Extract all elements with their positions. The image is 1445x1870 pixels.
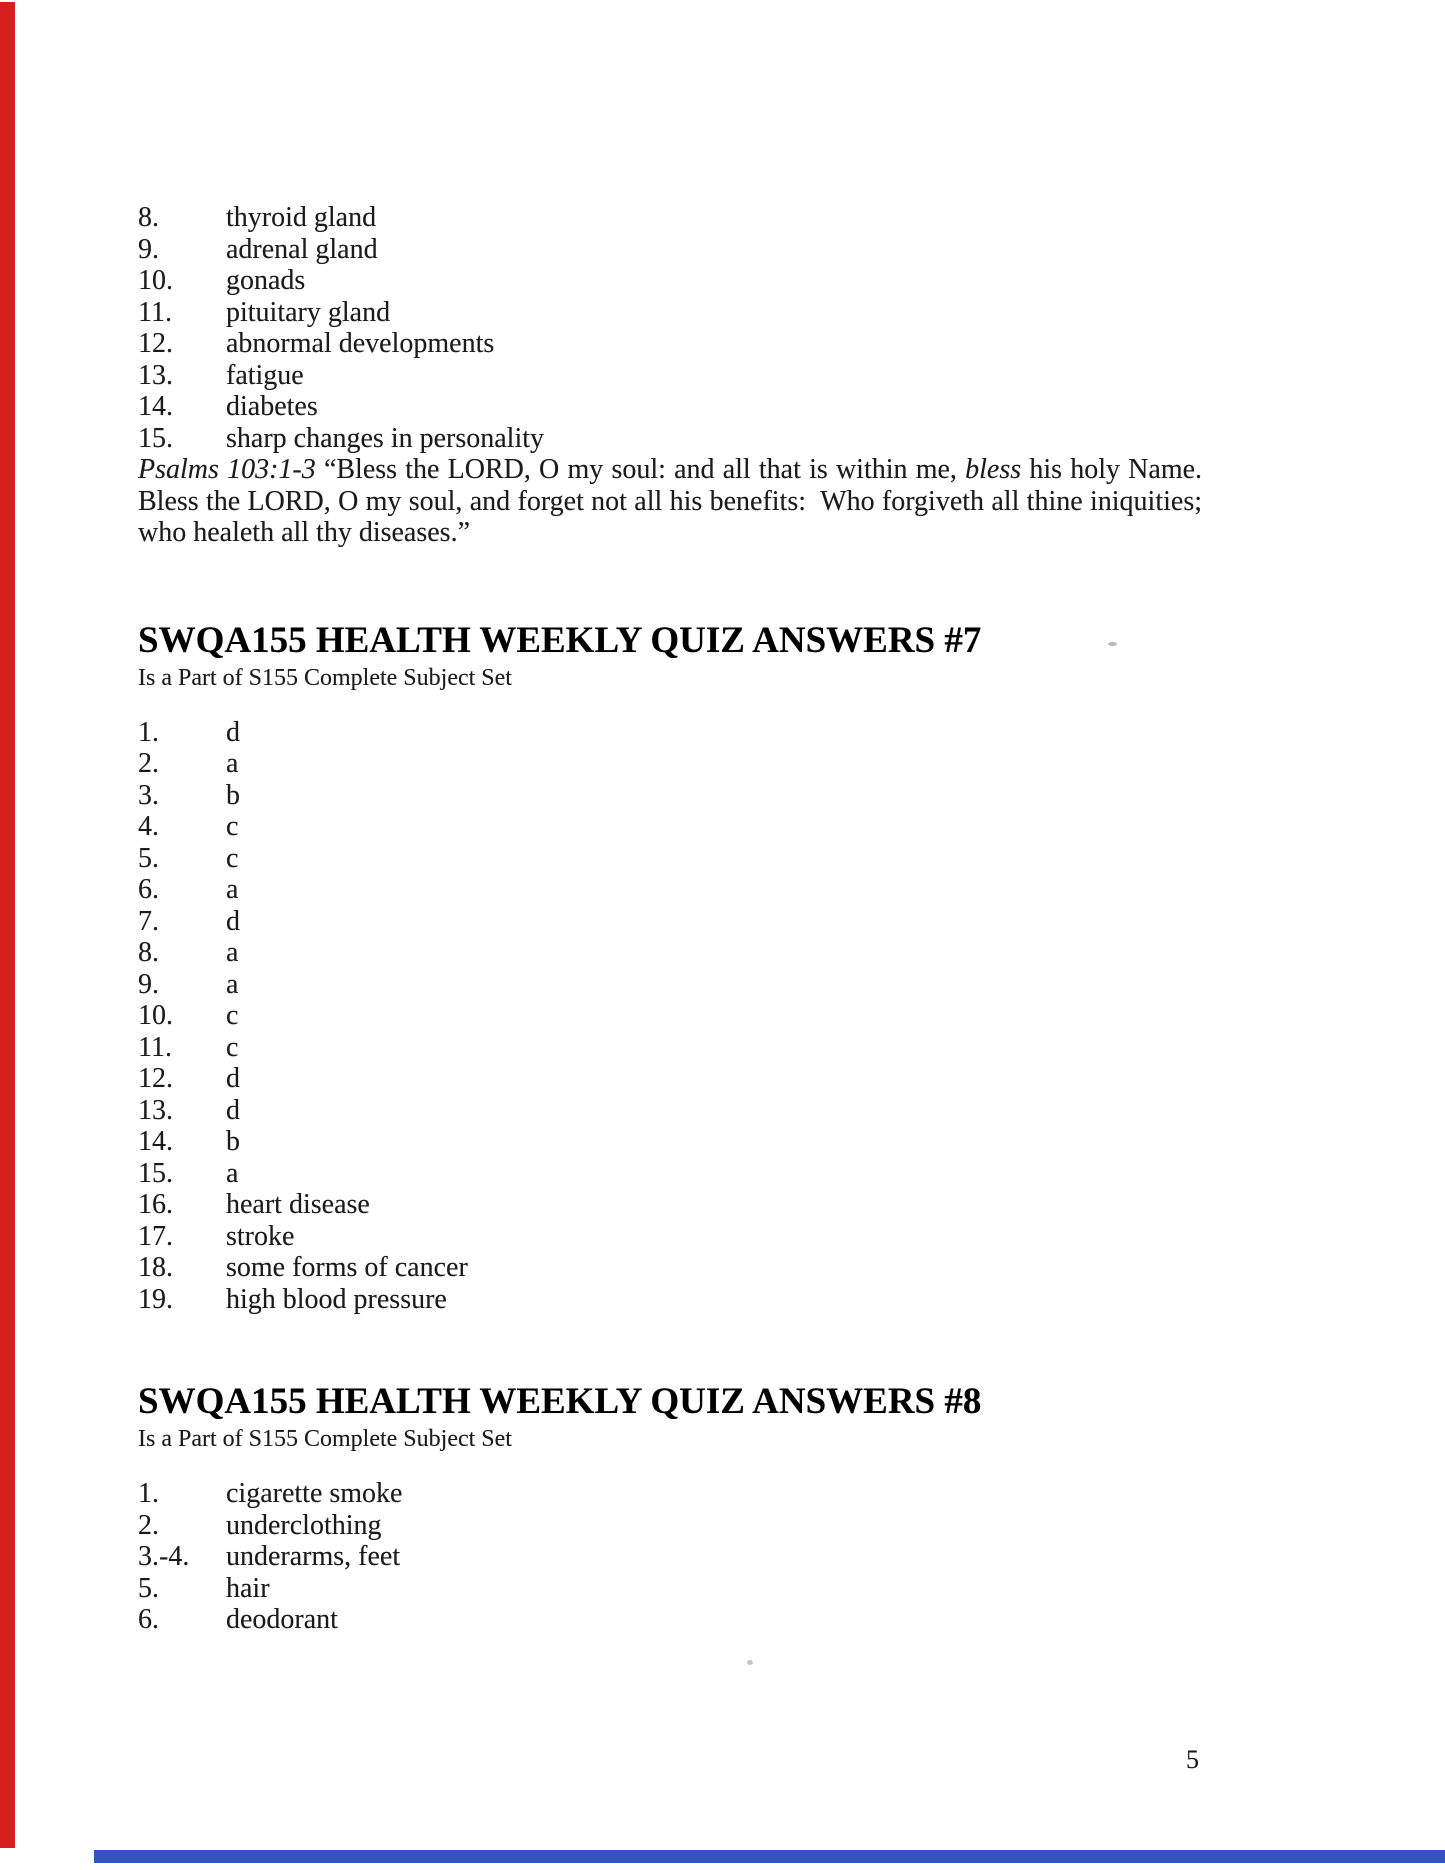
- answer-text: heart disease: [226, 1189, 370, 1220]
- answer-text: c: [226, 811, 239, 842]
- answer-text: c: [226, 1031, 239, 1063]
- answer-text: cigarette smoke: [226, 1478, 403, 1509]
- answer-number: 5.: [138, 842, 159, 874]
- answer-number: 17.: [138, 1220, 173, 1252]
- answer-row: [138, 1000, 1202, 1032]
- answer-number: 14.: [138, 1126, 173, 1157]
- item-number: 13.: [138, 359, 173, 391]
- item-text: diabetes: [226, 391, 318, 422]
- document-content: [138, 202, 1202, 1636]
- answer-number: 2.: [138, 748, 159, 779]
- item-number: 9.: [138, 233, 159, 265]
- answer-number: 12.: [138, 1063, 173, 1094]
- item-text: abnormal developments: [226, 328, 495, 359]
- quiz7-answer-list: [138, 717, 1202, 1316]
- answer-number: 3.: [138, 779, 159, 811]
- answer-row: [138, 1541, 1202, 1573]
- answer-text: a: [226, 874, 239, 905]
- list-item: [138, 360, 1202, 392]
- page-number: 5: [1186, 1745, 1199, 1774]
- answer-text: b: [226, 1126, 240, 1157]
- list-item: [138, 391, 1202, 423]
- answer-number: 3.-4.: [138, 1541, 190, 1572]
- answer-text: d: [226, 1094, 240, 1126]
- psalms-reference: Psalms 103:1-3: [138, 454, 316, 485]
- answer-number: 11.: [138, 1031, 172, 1063]
- answer-row: [138, 1573, 1202, 1605]
- answer-row: [138, 843, 1202, 875]
- quiz8-answer-list: [138, 1478, 1202, 1636]
- answer-number: 8.: [138, 937, 159, 968]
- answer-row: [138, 1284, 1202, 1316]
- item-text: thyroid gland: [226, 202, 377, 233]
- answer-row: [138, 1510, 1202, 1542]
- list-item: [138, 297, 1202, 329]
- answer-text: a: [226, 968, 239, 1000]
- item-text: pituitary gland: [226, 296, 391, 328]
- answer-text: underarms, feet: [226, 1541, 401, 1572]
- answer-text: hair: [226, 1572, 270, 1604]
- answer-number: 19.: [138, 1283, 173, 1315]
- quiz7-title: SWQA155 HEALTH WEEKLY QUIZ ANSWERS #7: [138, 619, 982, 661]
- answer-row: [138, 1252, 1202, 1284]
- answer-row: [138, 1189, 1202, 1221]
- answer-text: c: [226, 842, 239, 874]
- answer-text: d: [226, 716, 240, 748]
- answer-number: 6.: [138, 1604, 159, 1635]
- list-item: [138, 328, 1202, 360]
- item-number: 12.: [138, 328, 173, 359]
- list-item: [138, 234, 1202, 266]
- psalms-quote-text-1: “Bless the LORD, O my soul: and all that is within me,: [315, 454, 966, 485]
- list-item: [138, 423, 1202, 455]
- answer-row: [138, 811, 1202, 843]
- scan-bottom-line: [94, 1850, 1445, 1863]
- scan-speckle: [747, 1660, 753, 1665]
- answer-number: 9.: [138, 968, 159, 1000]
- quiz8-title: SWQA155 HEALTH WEEKLY QUIZ ANSWERS #8: [138, 1381, 982, 1422]
- item-text: gonads: [226, 265, 306, 296]
- answer-number: 13.: [138, 1094, 173, 1126]
- answer-number: 15.: [138, 1157, 173, 1189]
- item-number: 14.: [138, 391, 173, 422]
- list-item: [138, 202, 1202, 234]
- answer-text: a: [226, 748, 239, 779]
- answer-row: [138, 1158, 1202, 1190]
- answer-text: underclothing: [226, 1509, 382, 1541]
- answer-number: 18.: [138, 1252, 173, 1283]
- scan-speckle: [1108, 642, 1117, 646]
- endocrine-answer-list: [138, 202, 1202, 454]
- answer-row: [138, 1126, 1202, 1158]
- answer-number: 4.: [138, 811, 159, 842]
- answer-row: [138, 717, 1202, 749]
- item-number: 15.: [138, 422, 173, 454]
- answer-text: a: [226, 1157, 239, 1189]
- answer-number: 1.: [138, 1478, 159, 1509]
- answer-text: b: [226, 779, 240, 811]
- answer-text: high blood pressure: [226, 1283, 447, 1315]
- answer-text: deodorant: [226, 1604, 338, 1635]
- answer-row: [138, 1221, 1202, 1253]
- answer-row: [138, 874, 1202, 906]
- quiz8-subtitle: Is a Part of S155 Complete Subject Set: [138, 1426, 512, 1452]
- answer-row: [138, 780, 1202, 812]
- answer-text: d: [226, 905, 240, 937]
- item-text: adrenal gland: [226, 233, 378, 265]
- answer-number: 6.: [138, 874, 159, 905]
- answer-number: 5.: [138, 1572, 159, 1604]
- answer-number: 10.: [138, 1000, 173, 1031]
- answer-text: d: [226, 1063, 240, 1094]
- answer-row: [138, 1478, 1202, 1510]
- answer-text: stroke: [226, 1220, 295, 1252]
- psalms-quote-text-2: his holy Name. Bless the LORD, O my soul, and forget not all his benefits: Who forgiveth all thine iniquities; who healeth all thy diseases.”: [138, 454, 1203, 548]
- answer-row: [138, 906, 1202, 938]
- quiz7-subtitle: Is a Part of S155 Complete Subject Set: [138, 664, 512, 691]
- answer-text: a: [226, 937, 239, 968]
- answer-row: [138, 1095, 1202, 1127]
- answer-number: 7.: [138, 905, 159, 937]
- answer-row: [138, 937, 1202, 969]
- item-text: sharp changes in personality: [226, 422, 545, 454]
- item-number: 8.: [138, 202, 159, 233]
- item-number: 10.: [138, 265, 173, 296]
- answer-number: 16.: [138, 1189, 173, 1220]
- answer-text: some forms of cancer: [226, 1252, 468, 1283]
- list-item: [138, 265, 1202, 297]
- answer-row: [138, 1604, 1202, 1636]
- answer-row: [138, 748, 1202, 780]
- item-number: 11.: [138, 296, 172, 328]
- answer-number: 1.: [138, 716, 159, 748]
- answer-row: [138, 969, 1202, 1001]
- answer-row: [138, 1063, 1202, 1095]
- psalms-quote-paragraph: [138, 454, 1202, 549]
- answer-row: [138, 1032, 1202, 1064]
- answer-number: 2.: [138, 1509, 159, 1541]
- scan-edge-stripe: [0, 2, 15, 1848]
- answer-text: c: [226, 1000, 239, 1031]
- item-text: fatigue: [226, 359, 304, 391]
- psalms-emphasis-word: bless: [965, 454, 1022, 485]
